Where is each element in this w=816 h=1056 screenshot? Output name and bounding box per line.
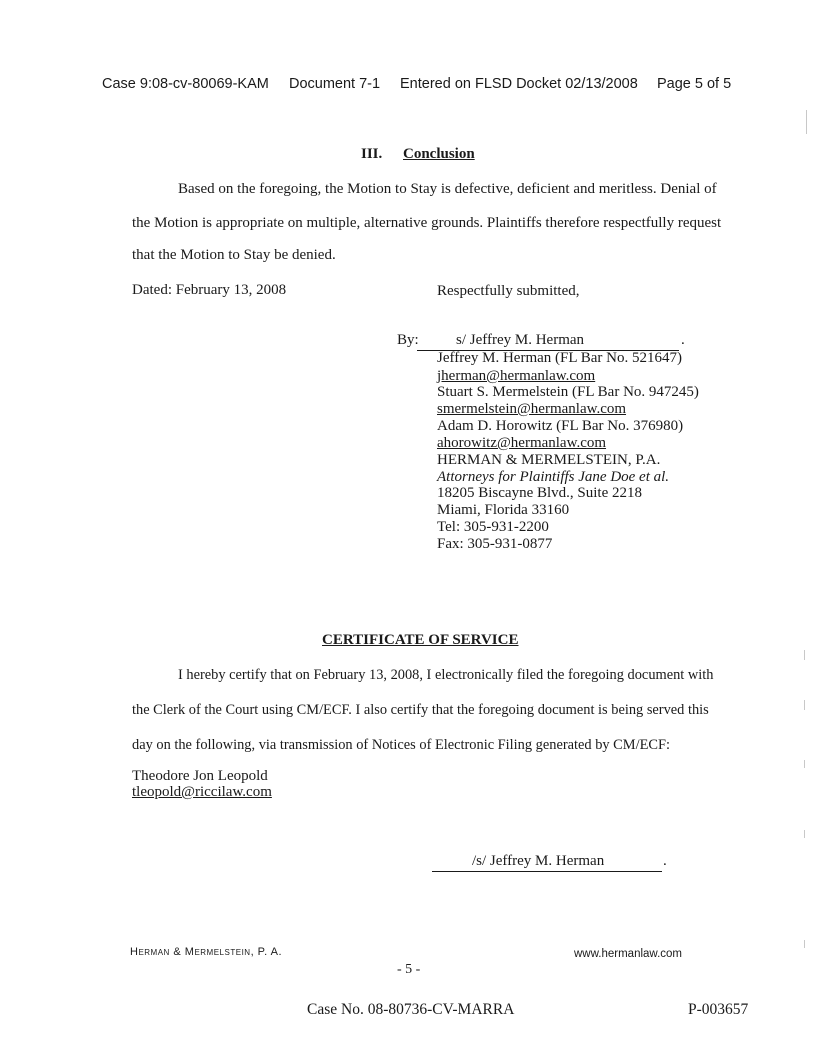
footer-firm-name: Herman & Mermelstein, P. A. xyxy=(130,946,282,958)
attorney-email-link[interactable]: jherman@hermanlaw.com xyxy=(437,368,596,384)
body-line: the Motion is appropriate on multiple, alternative grounds. Plaintiffs therefore respectfully request xyxy=(132,215,722,231)
attorneys-for: Attorneys for Plaintiffs Jane Doe et al. xyxy=(437,469,670,485)
body-line: Based on the foregoing, the Motion to Stay is defective, deficient and meritless. Denial of xyxy=(178,181,717,197)
recipient-email-link[interactable]: tleopold@riccilaw.com xyxy=(132,784,272,800)
attorney-email-link[interactable]: smermelstein@hermanlaw.com xyxy=(437,401,627,417)
signature-period: . xyxy=(681,332,685,348)
bates-number: P-003657 xyxy=(688,1001,749,1018)
address-line: Miami, Florida 33160 xyxy=(437,502,570,518)
certificate-signature-line xyxy=(432,853,662,872)
attorney-email-link[interactable]: ahorowitz@hermanlaw.com xyxy=(437,435,607,451)
attorney-name: Jeffrey M. Herman (FL Bar No. 521647) xyxy=(437,350,682,366)
scan-artifact xyxy=(804,940,805,948)
recipient-name: Theodore Jon Leopold xyxy=(132,768,268,784)
scan-artifact xyxy=(804,650,805,660)
section-title: Conclusion xyxy=(403,146,475,162)
footer-website-link[interactable]: www.hermanlaw.com xyxy=(574,948,683,960)
date-line: Dated: February 13, 2008 xyxy=(132,282,287,298)
fax-line: Fax: 305-931-0877 xyxy=(437,536,553,552)
certificate-line: the Clerk of the Court using CM/ECF. I also certify that the foregoing document is being served this xyxy=(132,702,709,718)
respectfully-submitted: Respectfully submitted, xyxy=(437,283,580,299)
certificate-line: I hereby certify that on February 13, 2008, I electronically filed the foregoing document with xyxy=(178,667,714,683)
phone-line: Tel: 305-931-2200 xyxy=(437,519,549,535)
case-number-footer: Case No. 08-80736-CV-MARRA xyxy=(307,1001,515,1018)
signature-text: s/ Jeffrey M. Herman xyxy=(456,332,585,348)
scan-artifact xyxy=(804,700,805,710)
certificate-signature-period: . xyxy=(663,853,667,869)
docket-entry: Entered on FLSD Docket 02/13/2008 xyxy=(400,76,638,92)
signature-line xyxy=(417,332,679,351)
certificate-line: day on the following, via transmission of Notices of Electronic Filing generated by CM/ECF: xyxy=(132,737,670,753)
certificate-signature-text: /s/ Jeffrey M. Herman xyxy=(472,853,605,869)
firm-name: HERMAN & MERMELSTEIN, P.A. xyxy=(437,452,661,468)
case-number: Case 9:08-cv-80069-KAM xyxy=(102,76,269,92)
scan-artifact xyxy=(804,830,805,838)
scan-artifact xyxy=(804,760,805,768)
address-line: 18205 Biscayne Blvd., Suite 2218 xyxy=(437,485,642,501)
attorney-name: Adam D. Horowitz (FL Bar No. 376980) xyxy=(437,418,684,434)
page-number: - 5 - xyxy=(397,962,421,977)
page-indicator: Page 5 of 5 xyxy=(657,76,732,92)
attorney-name: Stuart S. Mermelstein (FL Bar No. 947245) xyxy=(437,384,699,400)
section-number: III. xyxy=(361,146,383,162)
body-line: that the Motion to Stay be denied. xyxy=(132,247,336,263)
scan-artifact xyxy=(806,110,807,134)
by-label: By: xyxy=(397,332,419,348)
document-number: Document 7-1 xyxy=(289,76,381,92)
certificate-title: CERTIFICATE OF SERVICE xyxy=(322,632,519,648)
